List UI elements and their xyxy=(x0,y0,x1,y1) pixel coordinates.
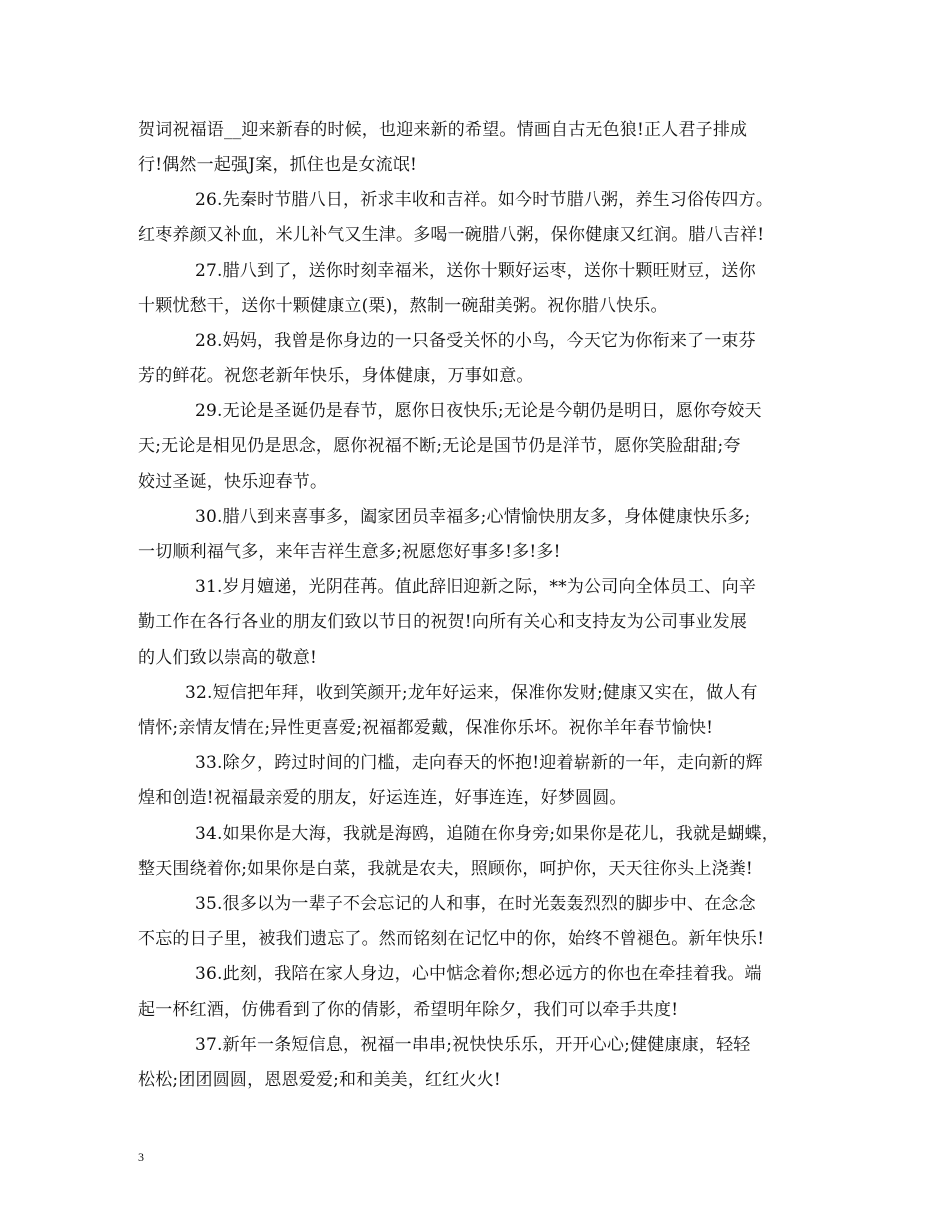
paragraph-line: 煌和创造!祝福最亲爱的朋友，好运连连，好事连连，好梦圆圆。 xyxy=(138,788,627,808)
paragraph-line: 37.新年一条短信息，祝福一串串;祝快快乐乐，开开心心;健健康康，轻轻 xyxy=(195,1035,751,1055)
paragraph-line: 33.除夕，跨过时间的门槛，走向春天的怀抱!迎着崭新的一年，走向新的辉 xyxy=(195,753,763,773)
paragraph-line: 一切顺利福气多，来年吉祥生意多;祝愿您好事多!多!多! xyxy=(138,542,561,562)
paragraph-line: 不忘的日子里，被我们遗忘了。然而铭刻在记忆中的你，始终不曾褪色。新年快乐! xyxy=(138,929,765,949)
paragraph-line: 勤工作在各行各业的朋友们致以节日的祝贺!向所有关心和支持友为公司事业发展 xyxy=(138,612,748,632)
paragraph-line: 36.此刻，我陪在家人身边，心中惦念着你;想必远方的你也在牵挂着我。端 xyxy=(195,964,762,984)
paragraph-line: 整天围绕着你;如果你是白菜，我就是农夫，照顾你，呵护你，天天往你头上浇粪! xyxy=(138,859,753,879)
paragraph-line: 情怀;亲情友情在;异性更喜爱;祝福都爱戴，保准你乐坏。祝你羊年春节愉快! xyxy=(138,718,714,738)
paragraph-line: 28.妈妈，我曾是你身边的一只备受关怀的小鸟，今天它为你衔来了一束芬 xyxy=(195,331,756,351)
paragraph-line: 十颗忧愁干，送你十颗健康立(栗)，熬制一碗甜美粥。祝你腊八快乐。 xyxy=(138,296,668,316)
paragraph-line: 姣过圣诞，快乐迎春节。 xyxy=(138,472,328,492)
paragraph-line: 起一杯红酒，仿佛看到了你的倩影，希望明年除夕，我们可以牵手共度! xyxy=(138,1000,679,1020)
paragraph-line: 29.无论是圣诞仍是春节，愿你日夜快乐;无论是今朝仍是明日，愿你夸姣天 xyxy=(195,401,762,421)
paragraph-line: 27.腊八到了，送你时刻幸福米，送你十颗好运枣，送你十颗旺财豆，送你 xyxy=(195,261,756,281)
paragraph-line: 32.短信把年拜，收到笑颜开;龙年好运来，保准你发财;健康又实在，做人有 xyxy=(185,683,758,703)
paragraph-line: 红枣养颜又补血，米儿补气又生津。多喝一碗腊八粥，保你健康又红润。腊八吉祥! xyxy=(138,225,765,245)
paragraph-line: 26.先秦时节腊八日，祈求丰收和吉祥。如今时节腊八粥，养生习俗传四方。 xyxy=(195,190,774,210)
paragraph-line: 35.很多以为一辈子不会忘记的人和事，在时光轰轰烈烈的脚步中、在念念 xyxy=(195,894,756,914)
paragraph-line: 30.腊八到来喜事多，阖家团员幸福多;心情愉快朋友多，身体健康快乐多; xyxy=(195,507,751,527)
paragraph-line: 松松;团团圆圆，恩恩爱爱;和和美美，红红火火! xyxy=(138,1070,501,1090)
paragraph-line: 的人们致以崇高的敬意! xyxy=(138,648,318,668)
paragraph-line: 天;无论是相见仍是思念，愿你祝福不断;无论是国节仍是洋节，愿你笑脸甜甜;夸 xyxy=(138,436,741,456)
paragraph-line: 行!偶然一起强J案，抓住也是女流氓! xyxy=(138,155,418,175)
paragraph-line: 贺词祝福语__迎来新春的时候，也迎来新的希望。情画自古无色狼!正人君子排成 xyxy=(138,120,748,140)
paragraph-line: 31.岁月嬗递，光阴荏苒。值此辞旧迎新之际，**为公司向全体员工、向辛 xyxy=(195,577,757,597)
paragraph-line: 芳的鲜花。祝您老新年快乐，身体健康，万事如意。 xyxy=(138,366,534,386)
paragraph-line: 34.如果你是大海，我就是海鸥，追随在你身旁;如果你是花儿，我就是蝴蝶， xyxy=(195,824,779,844)
page-number: 3 xyxy=(138,1150,144,1164)
